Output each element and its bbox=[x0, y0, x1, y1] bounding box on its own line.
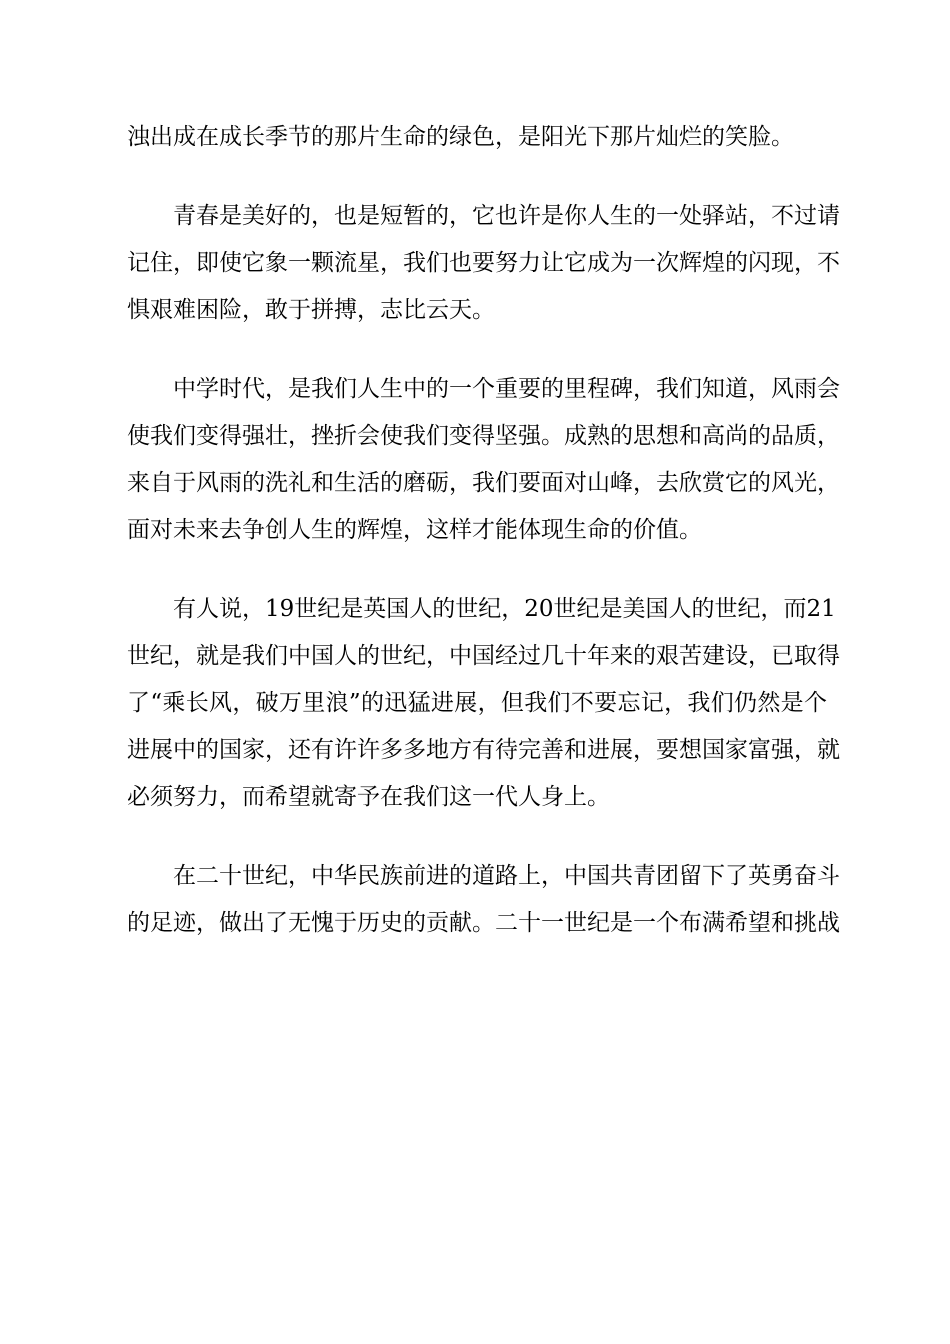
text-line: 浊出成在成长季节的那片生命的绿色，是阳光下那片灿烂的笑脸。 bbox=[127, 124, 794, 150]
text-line: 使我们变得强壮，挫折会使我们变得坚强。成熟的思想和高尚的品质， bbox=[127, 423, 840, 449]
paragraph bbox=[127, 366, 840, 554]
text-line: 进展中的国家，还有许许多多地方有待完善和进展，要想国家富强，就 bbox=[127, 737, 840, 763]
text-line: 有人说，19世纪是英国人的世纪，20世纪是美国人的世纪，而21 bbox=[173, 596, 836, 622]
document-body bbox=[127, 114, 840, 947]
paragraph bbox=[127, 114, 827, 161]
paragraph bbox=[127, 586, 840, 821]
paragraph bbox=[127, 853, 840, 947]
text-line: 了“乘长风，破万里浪”的迅猛进展，但我们不要忘记，我们仍然是个 bbox=[127, 690, 827, 716]
text-line: 面对未来去争创人生的辉煌，这样才能体现生命的价值。 bbox=[127, 517, 702, 543]
text-line: 惧艰难困险，敢于拼搏，志比云天。 bbox=[127, 297, 495, 323]
text-line: 青春是美好的，也是短暂的，它也许是你人生的一处驿站，不过请 bbox=[173, 203, 840, 229]
text-line: 必须努力，而希望就寄予在我们这一代人身上。 bbox=[127, 784, 610, 810]
text-line: 的足迹，做出了无愧于历史的贡献。二十一世纪是一个布满希望和挑战 bbox=[127, 910, 840, 936]
paragraph bbox=[127, 193, 840, 334]
text-line: 记住，即使它象一颗流星，我们也要努力让它成为一次辉煌的闪现，不 bbox=[127, 250, 840, 276]
text-line: 世纪，就是我们中国人的世纪，中国经过几十年来的艰苦建设，已取得 bbox=[127, 643, 840, 669]
text-line: 中学时代，是我们人生中的一个重要的里程碑，我们知道，风雨会 bbox=[173, 376, 840, 402]
text-line: 来自于风雨的洗礼和生活的磨砺，我们要面对山峰，去欣赏它的风光， bbox=[127, 470, 840, 496]
text-line: 在二十世纪，中华民族前进的道路上，中国共青团留下了英勇奋斗 bbox=[173, 863, 840, 889]
